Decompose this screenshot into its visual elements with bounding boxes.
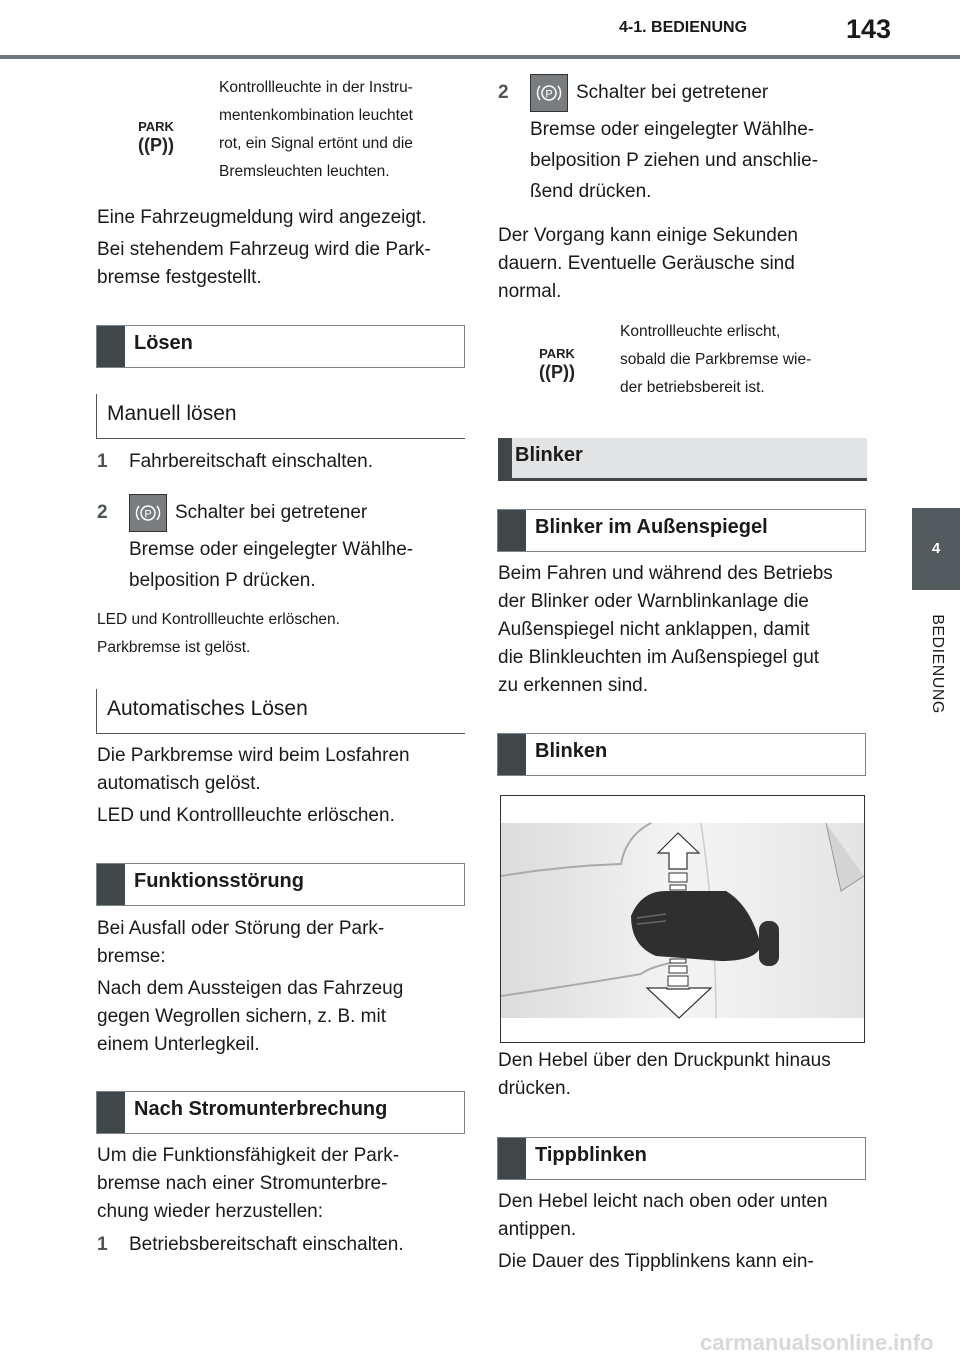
paragraph	[498, 222, 868, 306]
text-line: ßend drücken.	[530, 181, 652, 202]
text-line: Beim Fahren und während des Betriebs	[498, 563, 833, 584]
page-number: 143	[846, 14, 892, 44]
heading-text: Funktionsstörung	[134, 870, 304, 892]
svg-text:P: P	[545, 88, 553, 101]
text-line: Kontrollleuchte erlischt,	[620, 323, 781, 340]
heading-text: Automatisches Lösen	[107, 697, 308, 720]
text-line: Den Hebel über den Druckpunkt hinaus	[498, 1050, 831, 1071]
header-section: 4-1. BEDIENUNG	[619, 19, 748, 36]
step-2	[498, 74, 868, 207]
led-note	[97, 606, 467, 662]
park-label: PARK	[138, 119, 174, 134]
text-line: Bremse oder eingelegter Wählhe-	[530, 119, 815, 140]
text-line: Bei Ausfall oder Störung der Park-	[97, 918, 385, 939]
paragraph	[97, 975, 467, 1059]
step-number: 1	[97, 1234, 108, 1255]
text-line: der Blinker oder Warnblinkanlage die	[498, 591, 809, 612]
text-line: Kontrollleuchte in der Instru-	[219, 79, 413, 96]
text-line: Den Hebel leicht nach oben oder unten	[498, 1191, 828, 1212]
paragraph	[97, 742, 467, 798]
text-line: Außenspiegel nicht anklappen, damit	[498, 619, 810, 640]
text-line: dauern. Eventuelle Geräusche sind	[498, 253, 795, 274]
text-line: Bremsleuchten leuchten.	[219, 163, 390, 180]
park-note	[620, 318, 870, 402]
text-line: belposition P ziehen und anschlie-	[530, 150, 819, 171]
text-line: chung wieder herzustellen:	[97, 1201, 324, 1222]
heading-stoerung	[96, 863, 465, 906]
text-line: der betriebsbereit ist.	[620, 379, 765, 396]
paragraph: LED und Kontrollleuchte erlöschen.	[97, 805, 395, 826]
text-line: Um die Funktionsfähigkeit der Park-	[97, 1145, 400, 1166]
text-line: antippen.	[498, 1219, 577, 1240]
chapter-tab	[912, 508, 960, 590]
step-number: 2	[97, 502, 108, 524]
heading-text: Manuell lösen	[107, 402, 237, 425]
text-line: rot, ein Signal ertönt und die	[219, 135, 413, 152]
text-line: belposition P drücken.	[129, 570, 316, 591]
text-line: LED und Kontrollleuchte erlöschen.	[97, 611, 340, 628]
heading-blinker	[498, 438, 867, 481]
heading-spiegel	[497, 509, 866, 552]
step-number: 1	[97, 451, 108, 472]
watermark: carmanualsonline.info	[700, 1330, 934, 1355]
paragraph	[498, 1188, 868, 1244]
header-rule	[0, 55, 960, 59]
text-line: normal.	[498, 281, 562, 302]
paragraph	[97, 1142, 467, 1226]
park-label: PARK	[539, 346, 575, 361]
text-line: Parkbremse ist gelöst.	[97, 639, 251, 656]
paragraph	[498, 560, 868, 700]
text-line: Nach dem Aussteigen das Fahrzeug	[97, 978, 404, 999]
park-warning-icon: PARK ((P))	[537, 347, 577, 383]
text-line: einem Unterlegkeil.	[97, 1034, 260, 1055]
heading-text: Nach Stromunterbrechung	[134, 1098, 388, 1120]
park-warning-icon: PARK ((P))	[136, 120, 176, 156]
heading-loesen	[96, 325, 465, 368]
step-1	[97, 1231, 467, 1259]
heading-text: Blinken	[535, 740, 608, 762]
subheading-auto	[96, 689, 465, 734]
paragraph	[97, 236, 467, 292]
park-note	[219, 74, 469, 186]
chapter-number: 4	[931, 540, 941, 557]
heading-text: Tippblinken	[535, 1144, 647, 1166]
text-line: bremse nach einer Stromunterbre-	[97, 1173, 388, 1194]
subheading-manuell	[96, 394, 465, 439]
parking-brake-switch-icon	[530, 74, 568, 112]
text-line: Bremse oder eingelegter Wählhe-	[129, 539, 414, 560]
heading-blinken	[497, 733, 866, 776]
text-line: Schalter bei getretener	[576, 82, 769, 104]
heading-text: Blinker	[515, 444, 583, 466]
step-number: 2	[498, 82, 509, 104]
heading-tippblinken	[497, 1137, 866, 1180]
text-line: die Blinkleuchten im Außenspiegel gut	[498, 647, 820, 668]
text-line: Schalter bei getretener	[175, 502, 368, 524]
text-line: Bei stehendem Fahrzeug wird die Park-	[97, 239, 431, 260]
text-line: mentenkombination leuchtet	[219, 107, 413, 124]
paragraph: Die Dauer des Tippblinkens kann ein-	[498, 1251, 814, 1272]
text-line: gegen Wegrollen sichern, z. B. mit	[97, 1006, 387, 1027]
text-line: drücken.	[498, 1078, 571, 1099]
image-caption	[498, 1047, 868, 1103]
text-line: Die Parkbremse wird beim Losfahren	[97, 745, 410, 766]
paragraph: Eine Fahrzeugmeldung wird angezeigt.	[97, 207, 427, 228]
step-text: Fahrbereitschaft einschalten.	[129, 451, 373, 472]
heading-text: Blinker im Außenspiegel	[535, 516, 768, 538]
step-1	[97, 448, 467, 476]
text-line: Der Vorgang kann einige Sekunden	[498, 225, 799, 246]
chapter-label: BEDIENUNG	[929, 614, 946, 714]
svg-text:P: P	[144, 508, 152, 521]
heading-strom	[96, 1091, 465, 1134]
paragraph	[97, 915, 467, 971]
text-line: automatisch gelöst.	[97, 773, 261, 794]
text-line: zu erkennen sind.	[498, 675, 648, 696]
step-text: Betriebsbereitschaft einschalten.	[129, 1234, 404, 1255]
turn-signal-lever-illustration	[500, 795, 865, 1043]
heading-text: Lösen	[134, 332, 193, 354]
text-line: bremse festgestellt.	[97, 267, 262, 288]
step-2	[97, 494, 467, 596]
text-line: bremse:	[97, 946, 166, 967]
text-line: sobald die Parkbremse wie-	[620, 351, 812, 368]
parking-brake-switch-icon	[129, 494, 167, 532]
